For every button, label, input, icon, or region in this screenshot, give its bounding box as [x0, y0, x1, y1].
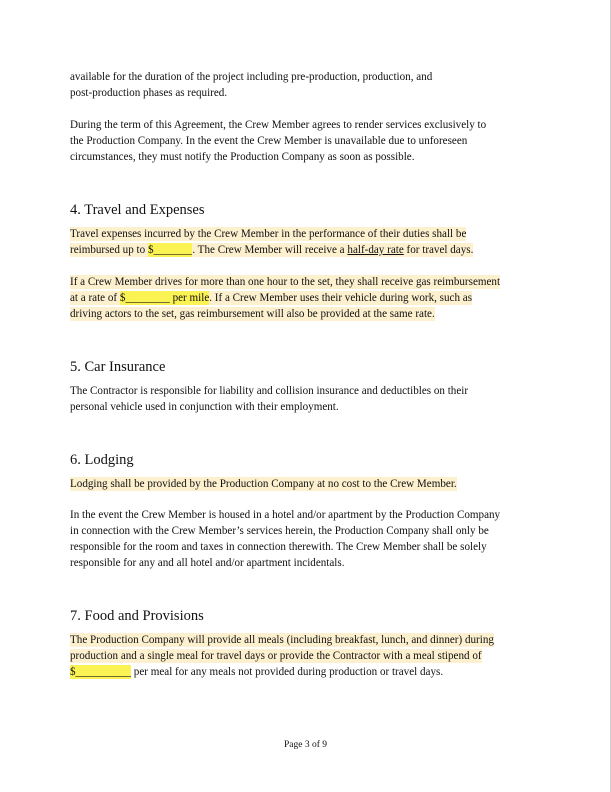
highlighted-text: for travel days.	[403, 244, 474, 256]
body-text-line: available for the duration of the project including pre-production, production, and	[70, 71, 433, 83]
fill-in-blank: $__________	[70, 666, 132, 678]
highlighted-text: reimbursed up to	[70, 244, 148, 256]
page-number: Page 3 of 9	[283, 740, 327, 750]
body-text-line: The Contractor is responsible for liability and collision insurance and deductibles on their	[70, 385, 469, 397]
underlined-term: half-day rate	[347, 244, 404, 256]
highlighted-text: . If a Crew Member uses their vehicle during work, such as	[209, 292, 473, 304]
highlighted-text: Lodging shall be provided by the Production Company at no cost to the Crew Member.	[70, 478, 457, 490]
fill-in-blank: $________ per mile	[119, 292, 210, 304]
section-heading-food: 7. Food and Provisions	[70, 608, 204, 624]
body-text-line: responsible for any and all hotel and/or apartment incidentals.	[70, 557, 345, 569]
section-heading-lodging: 6. Lodging	[70, 452, 134, 468]
highlighted-text: The Production Company will provide all meals (including breakfast, lunch, and dinner) during	[70, 634, 494, 646]
highlighted-text: at a rate of	[70, 292, 120, 304]
highlighted-line	[70, 227, 466, 242]
highlighted-line	[70, 633, 494, 648]
highlighted-line	[70, 291, 472, 306]
highlighted-text: Travel expenses incurred by the Crew Member in the performance of their duties shall be	[70, 228, 467, 240]
section-heading-car-insurance: 5. Car Insurance	[70, 359, 166, 375]
highlighted-line	[70, 477, 457, 492]
highlighted-line	[70, 649, 482, 664]
body-text-line: circumstances, they must notify the Production Company as soon as possible.	[70, 151, 415, 163]
highlighted-line	[70, 307, 435, 322]
body-text-line: post-production phases as required.	[70, 87, 228, 99]
body-text-line: During the term of this Agreement, the Crew Member agrees to render services exclusively to	[70, 119, 487, 131]
body-text: per meal for any meals not provided during production or travel days.	[131, 666, 444, 678]
highlighted-text: driving actors to the set, gas reimbursement will also be provided at the same rate.	[70, 308, 435, 320]
highlighted-text: . The Crew Member will receive a	[192, 244, 348, 256]
highlighted-text: If a Crew Member drives for more than one hour to the set, they shall receive gas reimbursement	[70, 276, 501, 288]
highlighted-line	[70, 665, 443, 680]
body-text-line: responsible for the room and taxes in connection therewith. The Crew Member shall be solely	[70, 541, 487, 553]
highlighted-line	[70, 275, 500, 290]
highlighted-line	[70, 243, 473, 258]
section-heading-travel: 4. Travel and Expenses	[70, 202, 205, 218]
body-text-line: personal vehicle used in conjunction with their employment.	[70, 401, 339, 413]
fill-in-blank: $_______	[147, 244, 193, 256]
body-text-line: In the event the Crew Member is housed in a hotel and/or apartment by the Production Company	[70, 509, 501, 521]
body-text-line: the Production Company. In the event the Crew Member is unavailable due to unforeseen	[70, 135, 468, 147]
highlighted-text: production and a single meal for travel days or provide the Contractor with a meal stipend of	[70, 650, 482, 662]
body-text-line: in connection with the Crew Member’s services herein, the Production Company shall only be	[70, 525, 489, 537]
